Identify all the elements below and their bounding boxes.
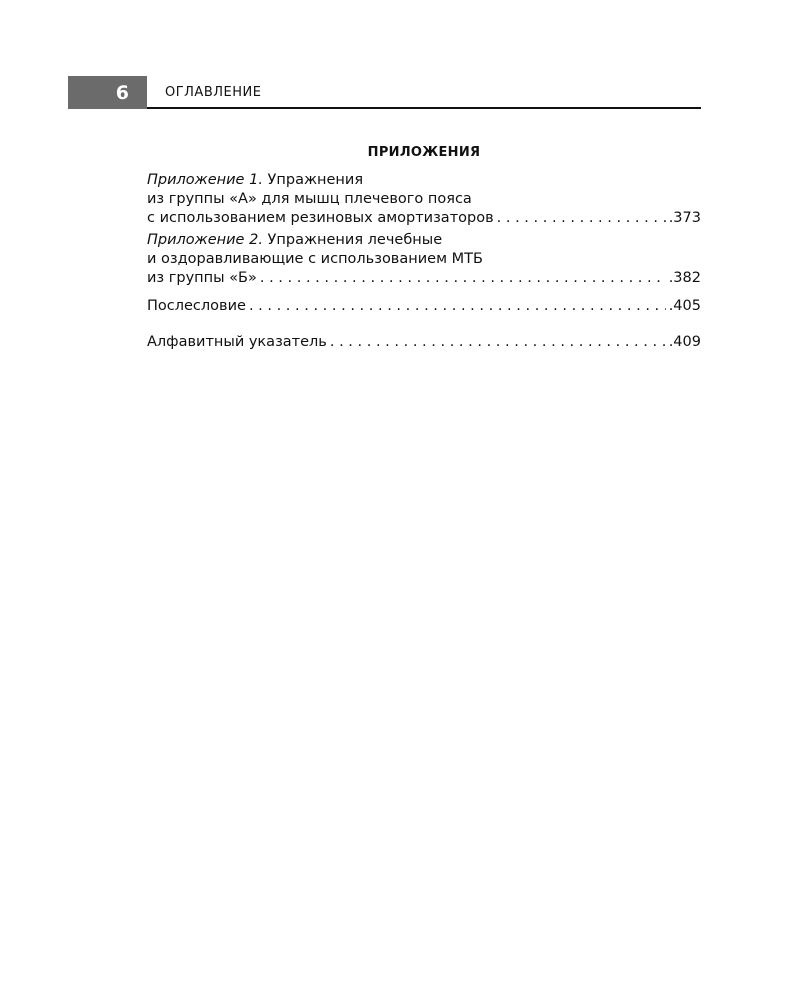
toc-entry-appendix-1[interactable] — [147, 171, 701, 228]
toc-entry-line — [147, 209, 701, 228]
dot-leader — [330, 333, 666, 352]
toc-entry-line — [147, 297, 701, 316]
toc-entry-line: и оздоравливающие с использованием МТБ — [147, 251, 483, 267]
toc-entry-appendix-2[interactable] — [147, 231, 701, 288]
page-number: 6 — [115, 82, 129, 104]
toc-entry-afterword[interactable] — [147, 297, 701, 316]
section-title: ПРИЛОЖЕНИЯ — [367, 145, 481, 160]
toc-page-number: .409 — [668, 334, 701, 350]
dot-leader — [249, 297, 666, 316]
toc-entry-text: Упражнения лечебные — [267, 232, 443, 248]
toc-entry-line — [147, 333, 701, 352]
toc-entry-text: Послесловие — [147, 298, 246, 314]
running-head-title: ОГЛАВЛЕНИЕ — [165, 85, 262, 100]
toc-page-number: .382 — [668, 270, 701, 286]
toc-entry-label: Приложение 2. — [147, 232, 263, 248]
toc-entry-label: Приложение 1. — [147, 172, 263, 188]
toc-entry-text: с использованием резиновых амортизаторов — [147, 210, 494, 226]
dot-leader — [260, 269, 666, 288]
header-rule — [147, 107, 701, 109]
toc-entry-line — [147, 231, 701, 250]
toc-entry-line: из группы «А» для мышц плечевого пояса — [147, 191, 472, 207]
toc-entry-index[interactable] — [147, 333, 701, 352]
toc-entry-line — [147, 171, 701, 190]
toc-entry-text: из группы «Б» — [147, 270, 257, 286]
toc-page-number: .405 — [668, 298, 701, 314]
dot-leader — [497, 209, 666, 228]
toc-entry-line — [147, 269, 701, 288]
page-number-box — [68, 76, 147, 109]
table-of-contents — [147, 171, 701, 352]
toc-entry-text: Алфавитный указатель — [147, 334, 327, 350]
toc-page-number: .373 — [668, 210, 701, 226]
toc-entry-text: Упражнения — [267, 172, 364, 188]
